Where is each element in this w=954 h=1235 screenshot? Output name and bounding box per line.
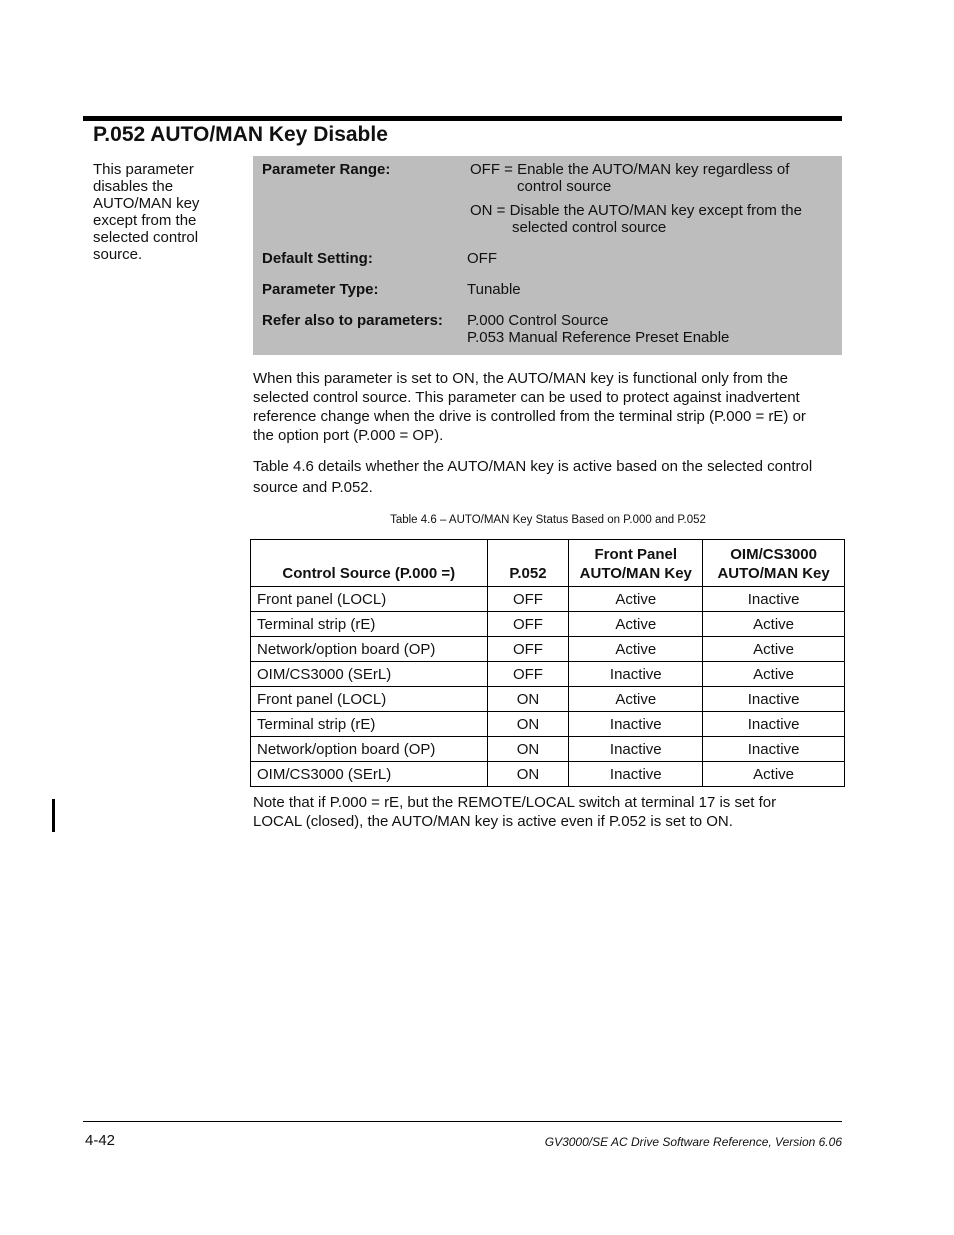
table-cell: Active (569, 612, 703, 637)
table-row (251, 712, 845, 737)
table-cell: Active (703, 637, 845, 662)
paragraph-line: the option port (P.000 = OP). (253, 427, 444, 444)
parameter-type-value: Tunable (467, 281, 521, 298)
page-title: P.052 AUTO/MAN Key Disable (93, 123, 388, 146)
range-on-line2: selected control source (512, 219, 667, 236)
refer-also-value-2: P.053 Manual Reference Preset Enable (467, 329, 730, 346)
table-intro-paragraph (253, 456, 843, 498)
table-cell: Terminal strip (rE) (251, 712, 488, 737)
table-cell: ON (487, 737, 569, 762)
change-bar (52, 799, 55, 832)
table-cell: Inactive (569, 737, 703, 762)
sidebar-line: This parameter (93, 161, 194, 178)
table-cell: Inactive (569, 712, 703, 737)
table-header-row (251, 540, 845, 587)
document-title: GV3000/SE AC Drive Software Reference, Version 6.06 (544, 1135, 842, 1149)
note-paragraph (253, 793, 843, 831)
table-cell: OFF (487, 637, 569, 662)
column-header: Control Source (P.000 =) (251, 540, 488, 587)
sidebar-line: AUTO/MAN key (93, 195, 200, 212)
table-row (251, 737, 845, 762)
default-setting-value: OFF (467, 250, 497, 267)
description-paragraph (253, 369, 843, 445)
table-cell: Front panel (LOCL) (251, 587, 488, 612)
table-cell: Active (703, 762, 845, 787)
table-row (251, 637, 845, 662)
table-cell: OIM/CS3000 (SErL) (251, 762, 488, 787)
table-cell: ON (487, 712, 569, 737)
parameter-info-box (253, 156, 842, 355)
column-header: P.052 (487, 540, 569, 587)
paragraph-line: Note that if P.000 = rE, but the REMOTE/LOCAL switch at terminal 17 is set for (253, 794, 777, 811)
range-on-line1: ON = Disable the AUTO/MAN key except from the (470, 202, 802, 219)
table-cell: Inactive (703, 687, 845, 712)
paragraph-line: LOCAL (closed), the AUTO/MAN key is active even if P.052 is set to ON. (253, 813, 733, 830)
refer-also-value-1: P.000 Control Source (467, 312, 609, 329)
paragraph-line: Table 4.6 details whether the AUTO/MAN key is active based on the selected control (253, 458, 813, 475)
table-cell: Network/option board (OP) (251, 737, 488, 762)
table-cell: Inactive (569, 662, 703, 687)
paragraph-line: source and P.052. (253, 479, 373, 496)
footer-rule (83, 1121, 842, 1122)
table-row (251, 662, 845, 687)
parameter-range-label: Parameter Range: (262, 161, 391, 178)
table-cell: Active (703, 612, 845, 637)
refer-also-label: Refer also to parameters: (262, 312, 443, 329)
paragraph-line: reference change when the drive is controlled from the terminal strip (P.000 = rE) or (253, 408, 806, 425)
column-header: Front Panel AUTO/MAN Key (569, 540, 703, 587)
table-cell: Inactive (703, 737, 845, 762)
paragraph-line: When this parameter is set to ON, the AUTO/MAN key is functional only from the (253, 370, 788, 387)
table-cell: Active (703, 662, 845, 687)
table-cell: OFF (487, 662, 569, 687)
table-cell: ON (487, 687, 569, 712)
sidebar-line: disables the (93, 178, 174, 195)
table-cell: Inactive (703, 587, 845, 612)
table-cell: OFF (487, 612, 569, 637)
column-header: OIM/CS3000 AUTO/MAN Key (703, 540, 845, 587)
table-cell: OIM/CS3000 (SErL) (251, 662, 488, 687)
paragraph-line: selected control source. This parameter can be used to protect against inadvertent (253, 389, 800, 406)
table-cell: Inactive (569, 762, 703, 787)
sidebar-line: selected control (93, 229, 199, 246)
parameter-type-label: Parameter Type: (262, 281, 379, 298)
table-cell: Active (569, 637, 703, 662)
sidebar-description (93, 161, 213, 263)
table-cell: Inactive (703, 712, 845, 737)
range-off-line2: control source (517, 178, 612, 195)
table-row (251, 687, 845, 712)
page-number: 4-42 (85, 1132, 116, 1149)
table-cell: Terminal strip (rE) (251, 612, 488, 637)
default-setting-label: Default Setting: (262, 250, 373, 267)
auto-man-status-table (250, 539, 845, 787)
sidebar-line: source. (93, 246, 143, 263)
table-cell: ON (487, 762, 569, 787)
table-row (251, 587, 845, 612)
table-cell: Active (569, 587, 703, 612)
table-cell: OFF (487, 587, 569, 612)
table-caption: Table 4.6 – AUTO/MAN Key Status Based on P.000 and P.052 (390, 514, 706, 526)
table-row (251, 762, 845, 787)
sidebar-line: except from the (93, 212, 197, 229)
table-cell: Active (569, 687, 703, 712)
table-cell: Front panel (LOCL) (251, 687, 488, 712)
range-off-line1: OFF = Enable the AUTO/MAN key regardless of (470, 161, 790, 178)
table-row (251, 612, 845, 637)
table-cell: Network/option board (OP) (251, 637, 488, 662)
